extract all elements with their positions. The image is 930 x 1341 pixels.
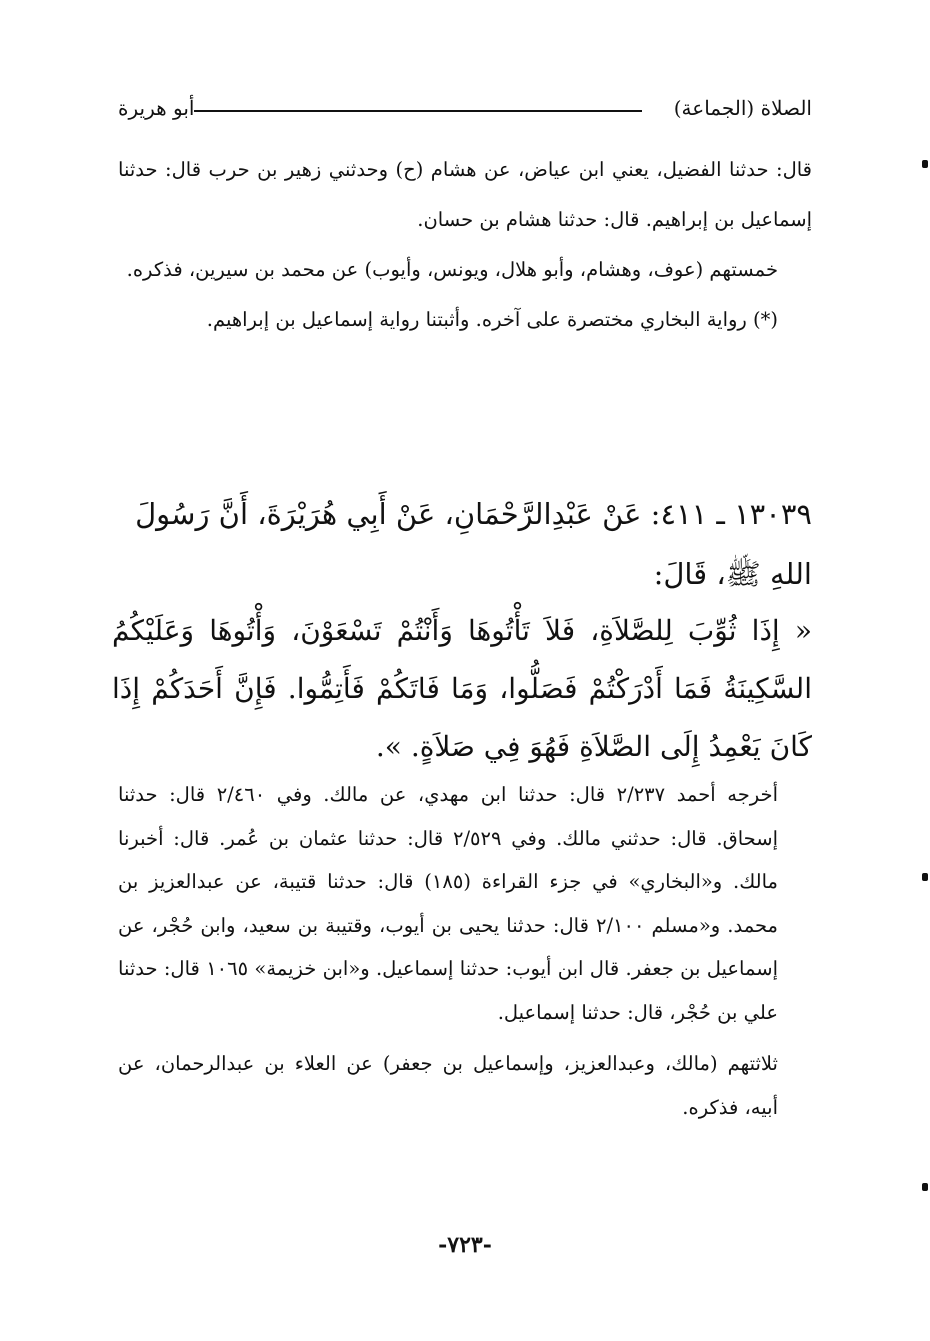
takhrij-summary: ثلاثتهم (مالك، وعبدالعزيز، وإسماعيل بن جعفر) عن العلاء بن عبدالرحمان، عن أبيه، فذكره. xyxy=(118,1052,778,1119)
takhrij-sources: أخرجه أحمد ٢/٢٣٧ قال: حدثنا ابن مهدي، عن مالك. وفي ٢/٤٦٠ قال: حدثنا إسحاق. قال: حدثني مالك. وفي ٢/٥٢٩ قال: حدثنا عثمان بن عُمر. قال: أخبرنا مالك. و«البخاري» في جزء القراءة (١٨٥) قال: حدثنا قتيبة، عن عبدالعزيز بن محمد. و«مسلم ٢/١٠٠ قال: حدثنا يحيى بن أيوب، وقتيبة بن سعيد، وابن حُجْر، عن إسماعيل بن جعفر. قال ابن أيوب: حدثنا إسماعيل. و«ابن خزيمة» ١٠٦٥ قال: حدثنا علي بن حُجْر، قال: حدثنا إسماعيل. xyxy=(118,783,778,1024)
isnad-chain-2: خمستهم (عوف، وهشام، وأبو هلال، ويونس، وأيوب) عن محمد بن سيرين، فذكره. xyxy=(126,258,778,281)
chapter-title: الصلاة (الجماعة) xyxy=(673,96,812,120)
hadith-text: « إِذَا ثُوِّبَ لِلصَّلاَةِ، فَلاَ تَأْتُوهَا وَأَنْتُمْ تَسْعَوْنَ، وَأْتُوهَا وَعَلَيْكُمُ السَّكِينَةُ فَمَا أَدْرَكْتُمْ فَصَلُّوا، وَمَا فَاتَكُمْ فَأَتِمُّوا. فَإِنَّ أَحَدَكُمْ إِذَا كَانَ يَعْمِدُ إِلَى الصَّلاَةِ فَهُوَ فِي صَلاَةٍ. ». xyxy=(112,614,812,763)
hadith-heading: ١٣٠٣٩ ـ ٤١١: عَنْ عَبْدِالرَّحْمَانِ، عَنْ أَبِي هُرَيْرَةَ، أَنَّ رَسُولَ اللهِ ﷺ، قَالَ: xyxy=(135,497,812,591)
header-rule xyxy=(194,110,642,112)
scan-mark xyxy=(922,873,928,881)
isnad-chain-1: قال: حدثنا الفضيل، يعني ابن عياض، عن هشام (ح) وحدثني زهير بن حرب قال: حدثنا إسماعيل بن إبراهيم. قال: حدثنا هشام بن حسان. xyxy=(118,158,812,231)
previous-entry xyxy=(118,145,812,345)
page-number: -٧٢٣- xyxy=(438,1232,492,1258)
takhrij xyxy=(118,773,812,1129)
running-header xyxy=(118,96,812,126)
scan-mark xyxy=(922,160,928,168)
footnote: (*) رواية البخاري مختصرة على آخره. وأثبتنا رواية إسماعيل بن إبراهيم. xyxy=(206,308,778,331)
companion-name: أبو هريرة xyxy=(118,96,195,120)
scan-mark xyxy=(922,1183,928,1191)
